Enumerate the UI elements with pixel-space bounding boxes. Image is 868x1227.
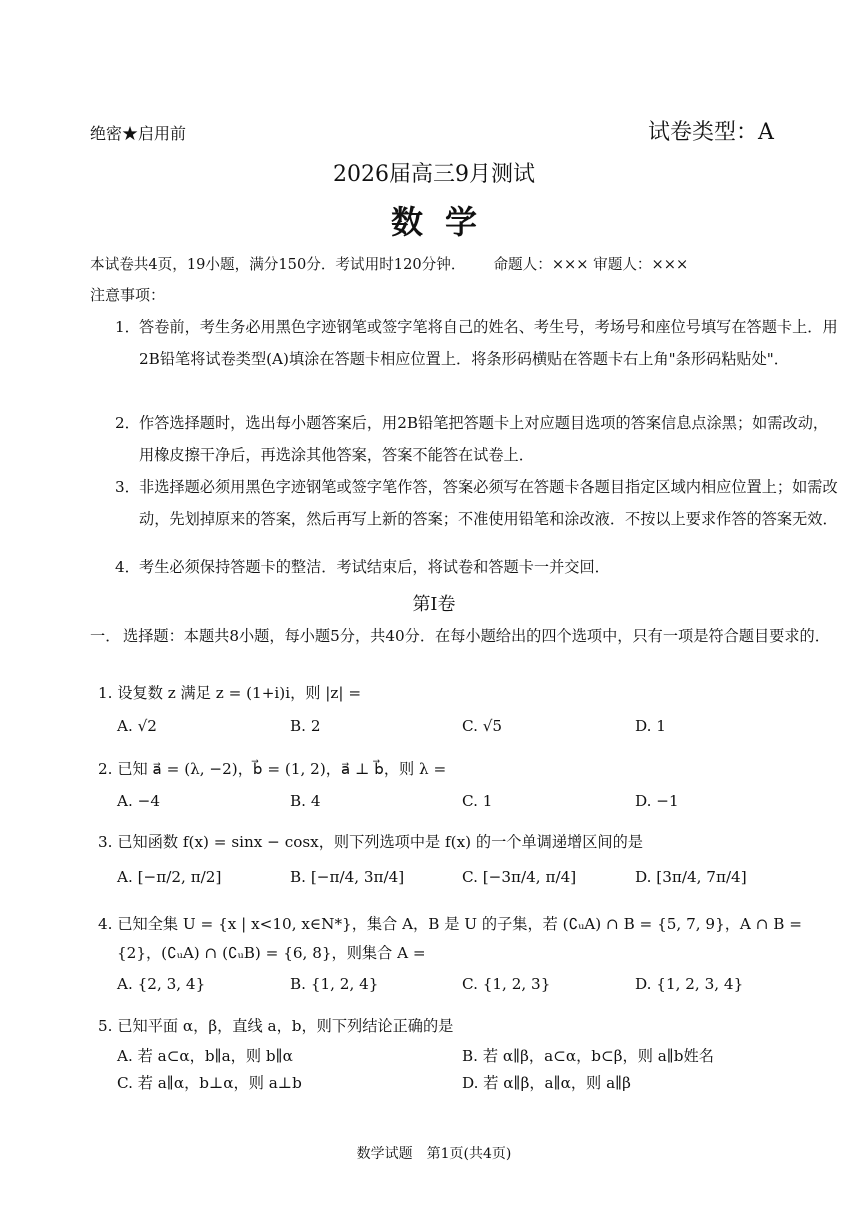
part-number: 一． [90, 627, 121, 645]
option-c: C. 1 [462, 792, 493, 810]
note-text: 作答选择题时，选出每小题答案后，用2B铅笔把答题卡上对应题目选项的答案信息点涂黑；如需改动，用橡皮擦干净后，再选涂其他答案，答案不能答在试卷上． [139, 414, 829, 464]
question-stem: 2. 已知 a⃗ = (λ, −2)，b⃗ = (1, 2)，a⃗ ⊥ b⃗，则 λ = [98, 760, 447, 778]
name-label: 姓名 [683, 1047, 714, 1065]
note-item [115, 311, 841, 375]
question-stem: 3. 已知函数 f(x) = sinx − cosx，则下列选项中是 f(x) 的一个单调递增区间的是 [98, 833, 643, 851]
part-text: 选择题：本题共8小题，每小题5分，共40分．在每小题给出的四个选项中，只有一项是符合题目要求的． [123, 627, 830, 645]
question-stem-continued: {2}，(∁ᵤA) ∩ (∁ᵤB) = {6, 8}，则集合 A = [117, 944, 426, 962]
paper-type: 试卷类型：A [648, 120, 774, 145]
question-stem: 5. 已知平面 α，β，直线 a，b，则下列结论正确的是 [98, 1017, 454, 1035]
page-footer: 数学试题 第1页(共4页) [356, 1146, 512, 1162]
option-c: C. √5 [462, 717, 503, 735]
subject-title: 数学 [390, 203, 499, 241]
note-text: 非选择题必须用黑色字迹钢笔或签字笔作答，答案必须写在答题卡各题目指定区域内相应位置上；如需改动，先划掉原来的答案，然后再写上新的答案；不准使用铅笔和涂改液．不按以上要求作答的答案无效． [139, 478, 838, 528]
exam-authors: 命题人：××× 审题人：××× [493, 256, 689, 273]
option-a: A. [−π/2, π/2] [117, 868, 222, 886]
option-a: A. {2, 3, 4} [117, 975, 206, 993]
note-text: 考生必须保持答题卡的整洁．考试结束后，将试卷和答题卡一并交回． [139, 558, 610, 576]
exam-info-text: 本试卷共4页，19小题，满分150分．考试用时120分钟． [90, 256, 466, 273]
option-c: C. {1, 2, 3} [462, 975, 551, 993]
option-b: B. 4 [290, 792, 321, 810]
note-item [115, 471, 841, 535]
confidential-mark: 绝密★启用前 [90, 124, 187, 143]
option-b: B. 2 [290, 717, 321, 735]
note-text: 答卷前，考生务必用黑色字迹钢笔或签字笔将自己的姓名、考生号，考场号和座位号填写在答题卡上．用2B铅笔将试卷类型(A)填涂在答题卡相应位置上．将条形码横贴在答题卡右上角"条形码粘贴处"． [139, 318, 838, 368]
note-item [115, 407, 841, 471]
part-instructions [90, 620, 842, 652]
exam-info [90, 253, 688, 274]
option-a: A. √2 [117, 717, 157, 735]
exam-title: 2026届高三9月测试 [333, 162, 535, 187]
option-c: C. [−3π/4, π/4] [462, 868, 577, 886]
note-number: 4． [115, 558, 140, 576]
question-stem: 4. 已知全集 U = {x | x<10, x∈N*}，集合 A，B 是 U 的子集，若 (∁ᵤA) ∩ B = {5, 7, 9}，A ∩ B = [98, 915, 802, 933]
option-d: D. 1 [635, 717, 666, 735]
note-number: 2． [115, 414, 140, 432]
notes-heading: 注意事项： [90, 286, 166, 304]
note-item [115, 551, 841, 583]
note-number: 3． [115, 478, 140, 496]
option-b: B. {1, 2, 4} [290, 975, 379, 993]
option-d: D. 若 α∥β，a∥α，则 a∥β [462, 1074, 631, 1092]
option-a: A. −4 [117, 792, 161, 810]
section-title: 第Ⅰ卷 [412, 594, 456, 615]
question-stem: 1. 设复数 z 满足 z = (1+i)i，则 |z| = [98, 684, 362, 702]
option-d: D. {1, 2, 3, 4} [635, 975, 744, 993]
option-c: C. 若 a∥α，b⊥α，则 a⊥b [117, 1074, 302, 1092]
option-b: B. [−π/4, 3π/4] [290, 868, 405, 886]
option-d: D. [3π/4, 7π/4] [635, 868, 747, 886]
option-a: A. 若 a⊂α，b∥a，则 b∥α [117, 1047, 293, 1065]
note-number: 1． [115, 318, 140, 336]
option-b [462, 1045, 714, 1066]
option-b-text: B. 若 α∥β，a⊂α，b⊂β，则 a∥b [462, 1047, 684, 1065]
option-d: D. −1 [635, 792, 679, 810]
